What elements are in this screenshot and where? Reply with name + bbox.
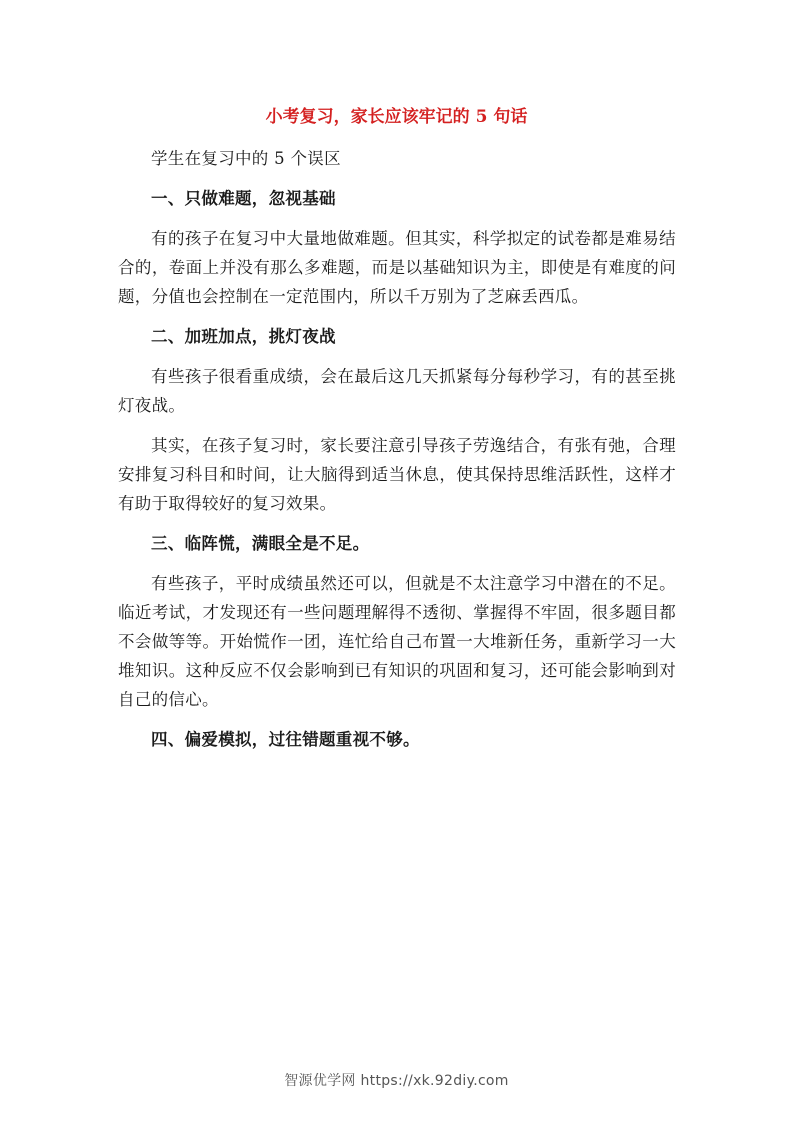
intro-line: 学生在复习中的 5 个误区 [151, 149, 341, 168]
section-1-paragraph-1: 有的孩子在复习中大量地做难题。但其实，科学拟定的试卷都是难易结合的，卷面上并没有那么多难题，而是以基础知识为主，即使是有难度的问题，分值也会控制在一定范围内，所以千万别为了芝麻丢西瓜。 [118, 229, 676, 306]
section-heading-2: 二、加班加点，挑灯夜战 [151, 327, 336, 346]
document-body [118, 144, 676, 754]
section-2-paragraph-2: 其实，在孩子复习时，家长要注意引导孩子劳逸结合，有张有弛，合理安排复习科目和时间，让大脑得到适当休息，使其保持思维活跃性，这样才有助于取得较好的复习效果。 [118, 436, 676, 513]
footer-watermark: 智源优学网 https://xk.92diy.com [284, 1073, 509, 1089]
section-heading-3: 三、临阵慌，满眼全是不足。 [151, 534, 370, 553]
section-3-paragraph-1: 有些孩子，平时成绩虽然还可以，但就是不太注意学习中潜在的不足。临近考试，才发现还有一些问题理解得不透彻、掌握得不牢固，很多题目都不会做等等。开始慌作一团，连忙给自己布置一大堆新任务，重新学习一大堆知识。这种反应不仅会影响到已有知识的巩固和复习，还可能会影响到对自己的信心。 [118, 574, 676, 709]
section-2-paragraph-1: 有些孩子很看重成绩，会在最后这几天抓紧每分每秒学习，有的甚至挑灯夜战。 [118, 367, 676, 415]
section-heading-4: 四、偏爱模拟，过往错题重视不够。 [151, 730, 420, 749]
section-heading-1: 一、只做难题，忽视基础 [151, 189, 336, 208]
document-title: 小考复习，家长应该牢记的 5 句话 [265, 107, 528, 127]
